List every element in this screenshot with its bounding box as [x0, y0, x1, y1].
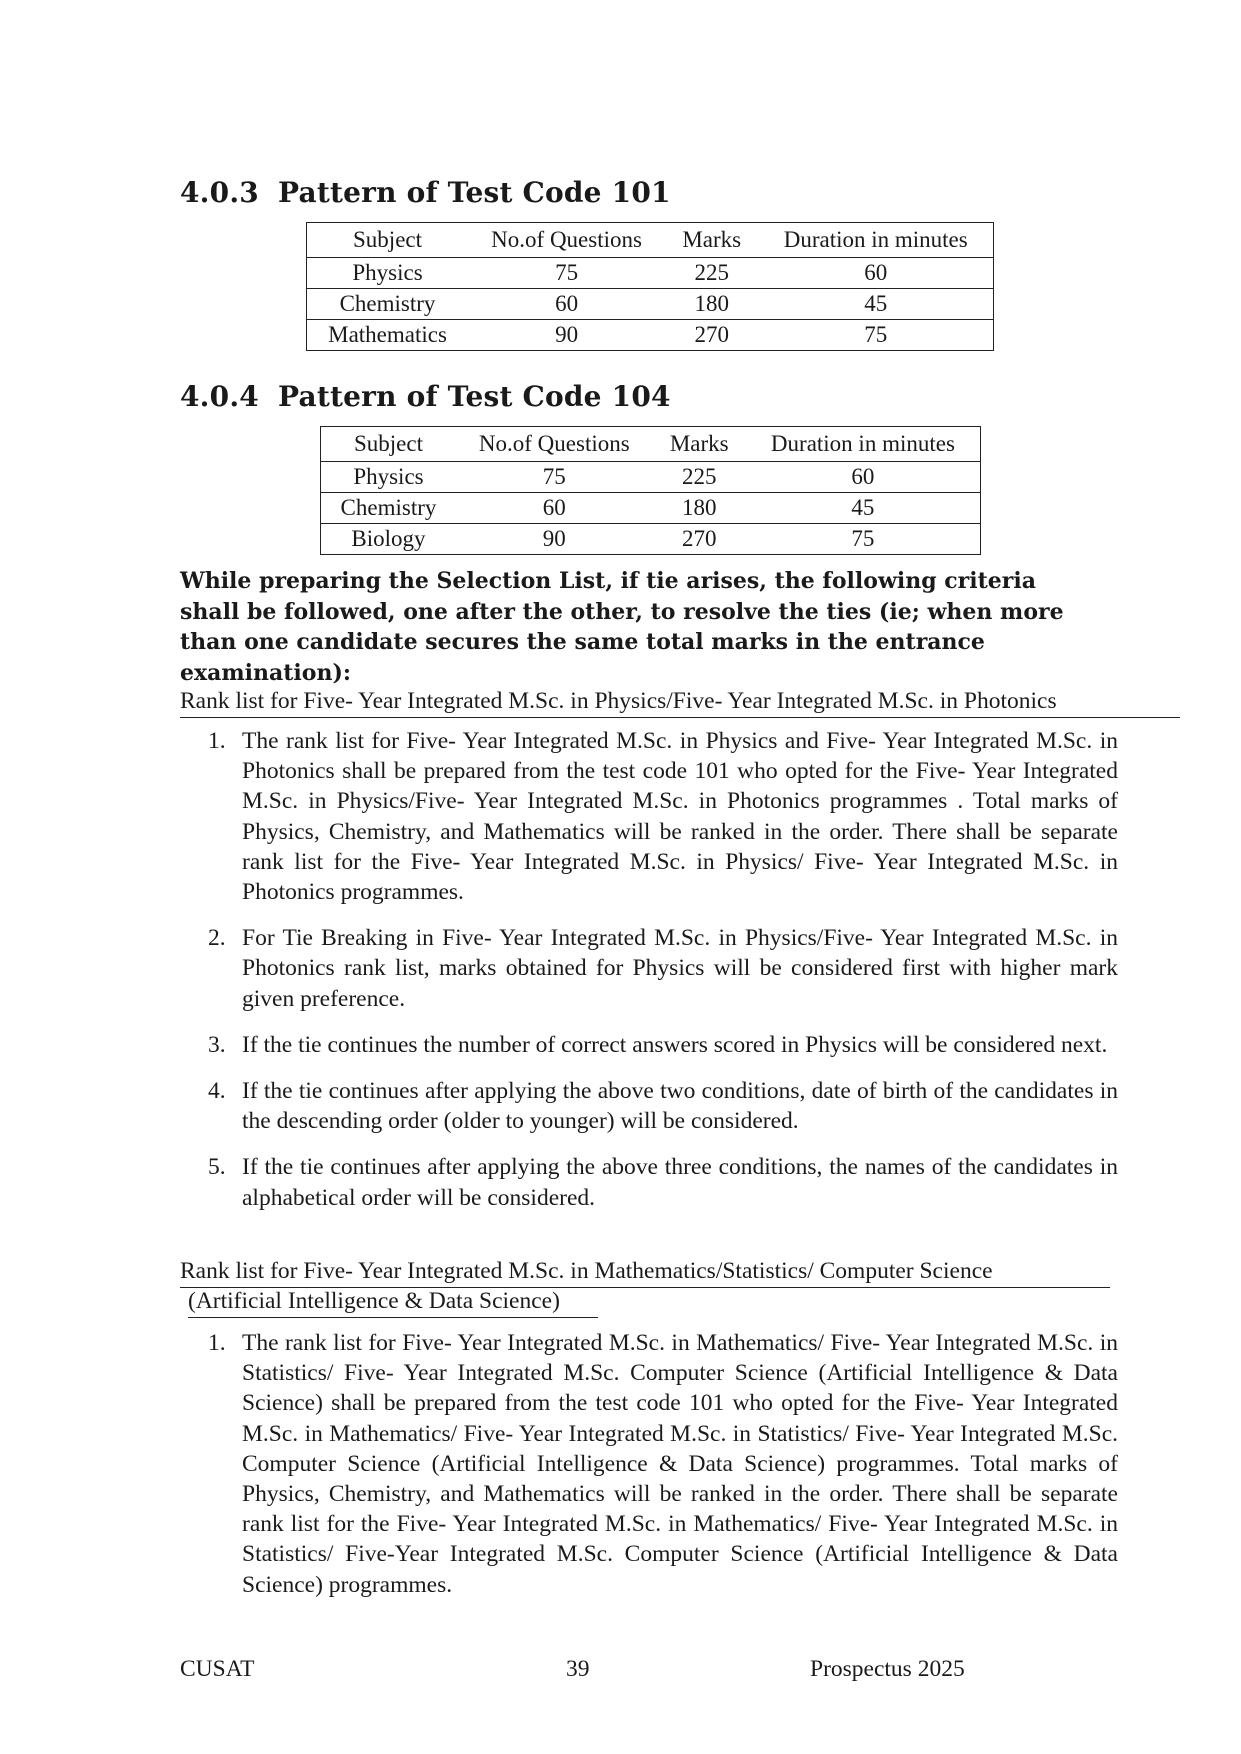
list-item	[180, 726, 1118, 907]
list-item-text: The rank list for Five- Year Integrated M.Sc. in Mathematics/ Five- Year Integrated M.Sc. in Statistics/ Five- Year Integrated M.Sc. Computer Science (Artificial Intelligence & Data Science) shall be prepared from the test code 101 who opted for the Five- Year Integrated M.Sc. in Mathematics/ Five- Year Integrated M.Sc. in Statistics/ Five- Year Integrated M.Sc. Computer Science (Artificial Intelligence & Data Science) programmes. Total marks of Physics, Chemistry, and Mathematics will be ranked in the order. There shall be separate rank list for the Five- Year Integrated M.Sc. in Mathematics/ Five- Year Integrated M.Sc. in Statistics/ Five-Year Integrated M.Sc. Computer Science (Artificial Intelligence & Data Science) programmes.	[242, 1330, 1118, 1598]
table-cell: 225	[653, 462, 746, 493]
table-cell: Physics	[307, 258, 469, 289]
table-cell: Mathematics	[307, 320, 469, 351]
list-item	[180, 1328, 1118, 1600]
list-marker: 1.	[208, 1330, 226, 1356]
table-cell: 90	[456, 524, 653, 555]
list-item-text: The rank list for Five- Year Integrated M.Sc. in Physics and Five- Year Integrated M.Sc. in Photonics shall be prepared from the test code 101 who opted for the Five- Year Integrated M.Sc. in Physics/Five- Year Integrated M.Sc. in Photonics programmes . Total marks of Physics, Chemistry, and Mathematics will be ranked in the order. There shall be separate rank list for the Five- Year Integrated M.Sc. in Physics/ Five- Year Integrated M.Sc. in Photonics programmes.	[242, 728, 1118, 906]
table-cell: Biology	[321, 524, 456, 555]
column-header: No.of Questions	[456, 427, 653, 462]
table-row	[321, 462, 981, 493]
section-heading-4-0-4	[180, 380, 671, 413]
section-number: 4.0.3	[180, 176, 259, 209]
list-item	[180, 923, 1118, 1014]
list-item-text: If the tie continues the number of correct answers scored in Physics will be considered next.	[242, 1031, 1108, 1058]
table-header-row	[307, 223, 994, 258]
table-row	[307, 258, 994, 289]
list-item-text: For Tie Breaking in Five- Year Integrated M.Sc. in Physics/Five- Year Integrated M.Sc. in Photonics rank list, marks obtained for Physics will be considered first with higher mark given preference.	[242, 925, 1118, 1012]
test-code-101-table	[306, 222, 994, 351]
list-item-text: If the tie continues after applying the above three conditions, the names of the candidates in alphabetical order will be considered.	[242, 1154, 1118, 1211]
list-marker: 5.	[208, 1154, 226, 1181]
column-header: Duration in minutes	[746, 427, 981, 462]
page-number: 39	[566, 1656, 590, 1682]
table-cell: Chemistry	[307, 289, 469, 320]
list-marker: 1.	[208, 728, 226, 754]
test-code-104-table	[320, 426, 981, 555]
table-cell: Physics	[321, 462, 456, 493]
table-header-row	[321, 427, 981, 462]
list-item	[180, 1030, 1118, 1060]
column-header: No.of Questions	[468, 223, 665, 258]
table-cell: 180	[653, 493, 746, 524]
list-marker: 3.	[208, 1031, 226, 1058]
footer-left: CUSAT	[180, 1656, 255, 1682]
column-header: Marks	[665, 223, 758, 258]
table-cell: 60	[758, 258, 993, 289]
section-number: 4.0.4	[180, 380, 259, 413]
column-header: Subject	[307, 223, 469, 258]
table-cell: 270	[665, 320, 758, 351]
ranklist-mathematics-title-cont: (Artificial Intelligence & Data Science)	[188, 1288, 560, 1314]
table-cell: 75	[746, 524, 981, 555]
ranklist-physics-title: Rank list for Five- Year Integrated M.Sc. in Physics/Five- Year Integrated M.Sc. in Photonics	[180, 688, 1057, 714]
table-row	[307, 289, 994, 320]
table-cell: 75	[456, 462, 653, 493]
section-title: Pattern of Test Code 104	[278, 380, 671, 413]
document-page	[180, 0, 1118, 1754]
table-cell: 45	[746, 493, 981, 524]
column-header: Marks	[653, 427, 746, 462]
table-row	[307, 320, 994, 351]
table-cell: 225	[665, 258, 758, 289]
list-marker: 2.	[208, 925, 226, 952]
ranklist-underline	[180, 717, 1180, 718]
table-cell: 75	[758, 320, 993, 351]
list-item	[180, 1152, 1118, 1212]
footer-right: Prospectus 2025	[810, 1656, 965, 1682]
table-cell: 60	[456, 493, 653, 524]
mathematics-tie-criteria-list	[180, 1328, 1118, 1616]
list-item	[180, 1076, 1118, 1136]
list-item-text: If the tie continues after applying the above two conditions, date of birth of the candidates in the descending order (older to younger) will be considered.	[242, 1078, 1118, 1135]
table-cell: 75	[468, 258, 665, 289]
table-cell: 90	[468, 320, 665, 351]
ranklist-underline	[188, 1317, 598, 1318]
table-row	[321, 524, 981, 555]
table-cell: 180	[665, 289, 758, 320]
table-cell: Chemistry	[321, 493, 456, 524]
table-cell: 45	[758, 289, 993, 320]
table-cell: 60	[468, 289, 665, 320]
column-header: Duration in minutes	[758, 223, 993, 258]
list-marker: 4.	[208, 1078, 226, 1105]
physics-tie-criteria-list	[180, 726, 1118, 1229]
table-row	[321, 493, 981, 524]
section-title: Pattern of Test Code 101	[278, 176, 671, 209]
table-cell: 270	[653, 524, 746, 555]
section-heading-4-0-3	[180, 176, 671, 209]
ranklist-mathematics-title: Rank list for Five- Year Integrated M.Sc. in Mathematics/Statistics/ Computer Science	[180, 1258, 993, 1284]
tie-criteria-intro: While preparing the Selection List, if tie arises, the following criteria shall be followed, one after the other, to resolve the ties (ie; when more than one candidate secures the same total marks in the entrance examination):	[180, 568, 1064, 686]
column-header: Subject	[321, 427, 456, 462]
table-cell: 60	[746, 462, 981, 493]
